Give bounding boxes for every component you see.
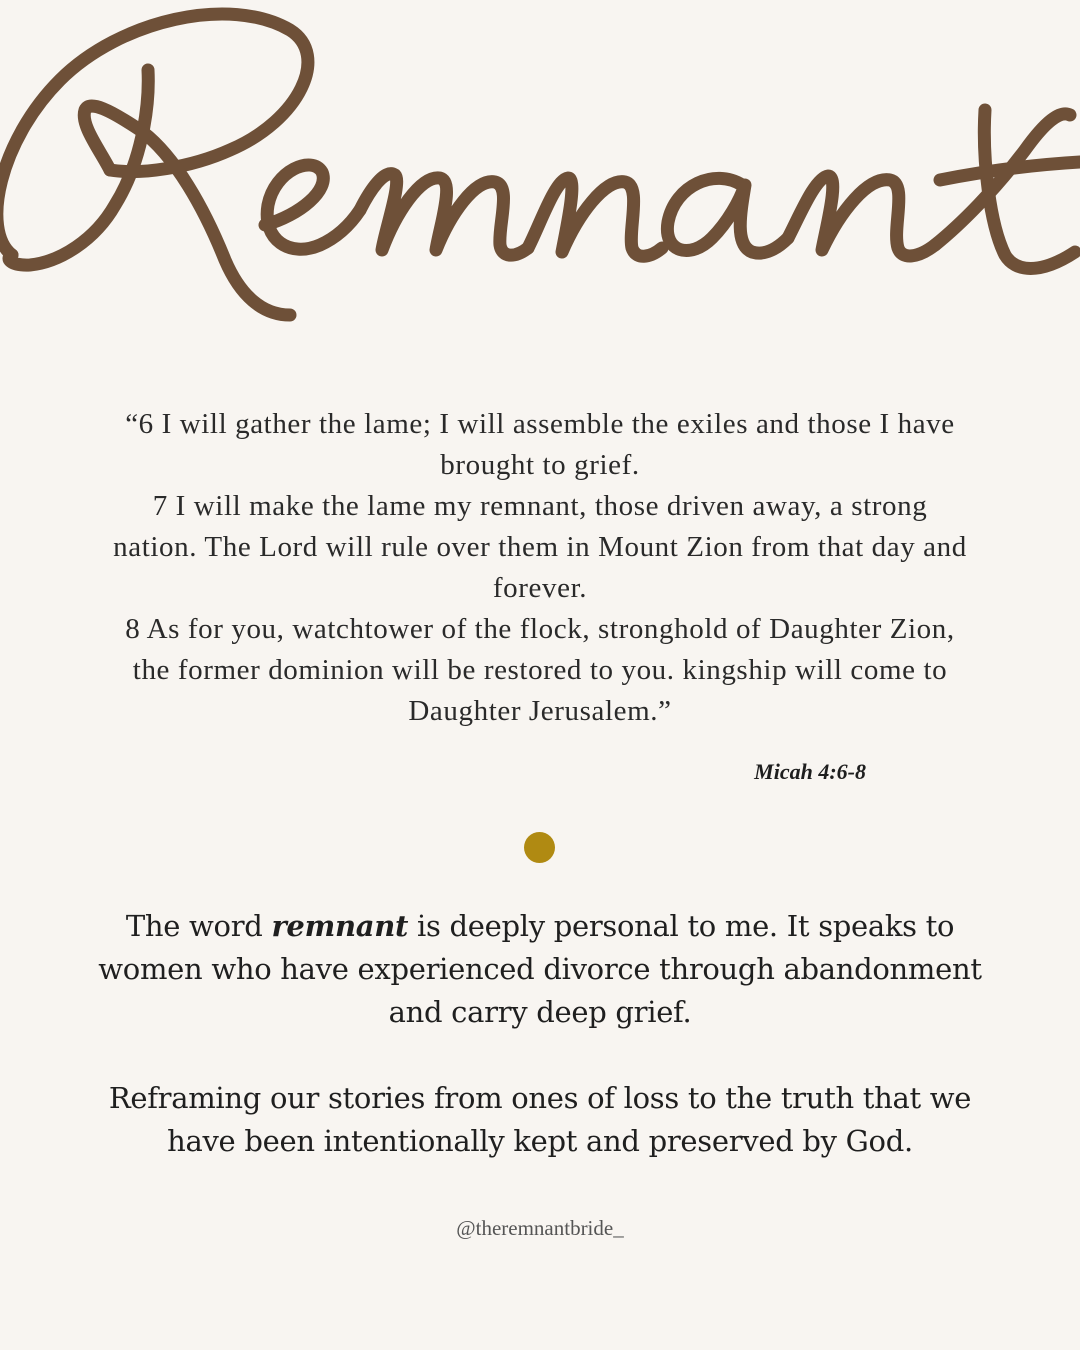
emphasis-remnant: remnant bbox=[271, 909, 409, 943]
remnant-script-logo bbox=[0, 0, 1080, 340]
social-handle: @theremnantbride_ bbox=[456, 1216, 624, 1240]
verse-7: 7 I will make the lame my remnant, those driven away, a strong nation. The Lord will rule over them in Mount Zion from that day and forever. bbox=[113, 490, 967, 604]
reflection-paragraph-2: Reframing our stories from ones of loss to the truth that we have been intentionally kept and preserved by God. bbox=[108, 1081, 972, 1158]
title-banner bbox=[0, 0, 1080, 340]
reflection-text bbox=[90, 905, 990, 1163]
scripture-reference: Micah 4:6-8 bbox=[754, 759, 866, 784]
verse-6: “6 I will gather the lame; I will assemble the exiles and those I have brought to grief. bbox=[125, 408, 955, 481]
reflection-p1-start: The word bbox=[125, 909, 272, 943]
reflection-paragraph-1 bbox=[90, 905, 990, 1034]
divider-dot bbox=[524, 832, 555, 863]
reflection-p1-end: is deeply personal to me. It speaks to women who have experienced divorce through abandonment and carry deep grief. bbox=[98, 909, 982, 1029]
scripture-passage bbox=[110, 404, 970, 732]
verse-8: 8 As for you, watchtower of the flock, stronghold of Daughter Zion, the former dominion will be restored to you. kingship will come to Daughter Jerusalem.” bbox=[125, 613, 955, 727]
